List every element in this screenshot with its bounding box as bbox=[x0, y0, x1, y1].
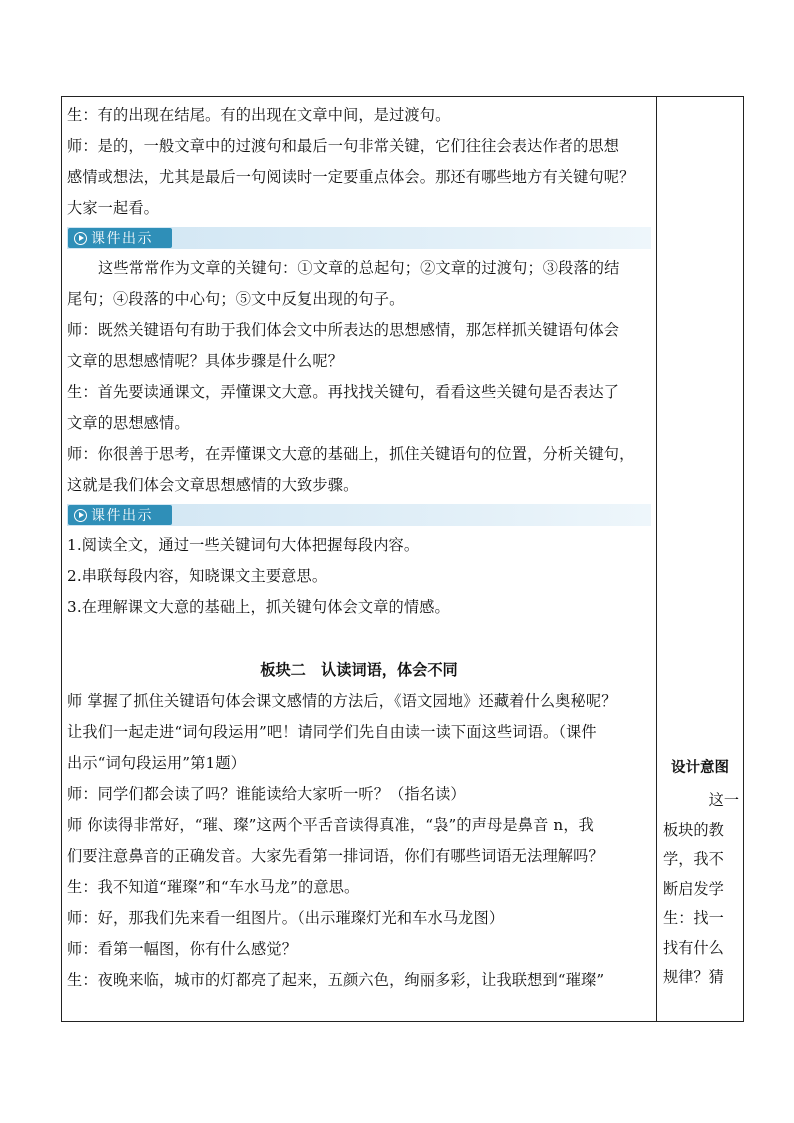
courseware-banner bbox=[67, 504, 651, 526]
text-line: 让我们一起走进“词句段运用”吧！请同学们先自由读一读下面这些词语。（课件 bbox=[67, 723, 597, 741]
step-item: 2.串联每段内容，知晓课文主要意思。 bbox=[67, 567, 328, 585]
courseware-label: 课件出示 bbox=[91, 508, 153, 524]
section-heading: 板块二 认读词语，体会不同 bbox=[260, 661, 458, 679]
text-line: 生：首先要读通课文，弄懂课文大意。再找找关键句，看看这些关键句是否表达了 bbox=[67, 383, 620, 401]
text-line: 生：夜晚来临，城市的灯都亮了起来，五颜六色，绚丽多彩，让我联想到“璀璨” bbox=[67, 971, 605, 989]
text-line: 师：你很善于思考，在弄懂课文大意的基础上，抓住关键语句的位置，分析关键句， bbox=[67, 445, 635, 463]
text-line: 这些常常作为文章的关键句：①文章的总起句；②文章的过渡句；③段落的结 bbox=[98, 259, 620, 277]
text-line: 师 掌握了抓住关键语句体会课文感情的方法后，《语文园地》还藏着什么奥秘呢？ bbox=[67, 692, 617, 710]
lesson-content-cell bbox=[62, 97, 657, 1021]
text-line: 大家一起看。 bbox=[67, 199, 160, 217]
text-line: 师 你读得非常好，“璀、璨”这两个平舌音读得真准，“袅”的声母是鼻音 n，我 bbox=[67, 816, 595, 834]
design-intent-cell bbox=[657, 97, 743, 1021]
step-item: 1.阅读全文，通过一些关键词句大体把握每段内容。 bbox=[67, 536, 420, 554]
lesson-table bbox=[61, 96, 744, 1022]
courseware-tag bbox=[68, 505, 172, 525]
side-line: 规律？猜 bbox=[663, 968, 724, 986]
side-line: 生：找一 bbox=[663, 909, 724, 927]
courseware-banner bbox=[67, 227, 651, 249]
text-line: 师：是的，一般文章中的过渡句和最后一句非常关键，它们往往会表达作者的思想 bbox=[67, 137, 620, 155]
text-line: 师：同学们都会读了吗？谁能读给大家听一听？（指名读） bbox=[67, 785, 466, 803]
courseware-tag bbox=[68, 228, 172, 248]
text-line: 感情或想法，尤其是最后一句阅读时一定要重点体会。那还有哪些地方有关键句呢？ bbox=[67, 168, 635, 186]
design-intent-text bbox=[663, 786, 739, 993]
text-line: 师：既然关键语句有助于我们体会文中所表达的思想感情，那怎样抓关键语句体会 bbox=[67, 321, 620, 339]
side-line: 学，我不 bbox=[663, 850, 724, 868]
text-line: 师：看第一幅图，你有什么感觉？ bbox=[67, 940, 298, 958]
text-line: 这就是我们体会文章思想感情的大致步骤。 bbox=[67, 476, 359, 494]
side-line: 这一 bbox=[708, 791, 739, 809]
text-line: 尾句；④段落的中心句；⑤文中反复出现的句子。 bbox=[67, 290, 405, 308]
courseware-label: 课件出示 bbox=[91, 231, 153, 247]
text-line: 师：好，那我们先来看一组图片。（出示璀璨灯光和车水马龙图） bbox=[67, 909, 505, 927]
side-line: 板块的教 bbox=[663, 820, 724, 839]
side-line: 断启发学 bbox=[663, 879, 724, 898]
text-line: 出示“词句段运用”第1题） bbox=[67, 754, 247, 772]
text-line: 文章的思想感情。 bbox=[67, 414, 190, 432]
text-line: 生：我不知道“璀璨”和“车水马龙”的意思。 bbox=[67, 878, 360, 896]
text-line: 生：有的出现在结尾。有的出现在文章中间，是过渡句。 bbox=[67, 106, 451, 124]
side-line: 找有什么 bbox=[663, 938, 724, 957]
text-line: 们要注意鼻音的正确发音。大家先看第一排词语，你们有哪些词语无法理解吗？ bbox=[67, 847, 604, 865]
text-line: 文章的思想感情呢？具体步骤是什么呢？ bbox=[67, 352, 344, 370]
step-item: 3.在理解课文大意的基础上，抓关键句体会文章的情感。 bbox=[67, 598, 450, 616]
play-icon bbox=[74, 232, 87, 245]
design-intent-title: 设计意图 bbox=[671, 759, 729, 776]
play-icon bbox=[74, 509, 87, 522]
